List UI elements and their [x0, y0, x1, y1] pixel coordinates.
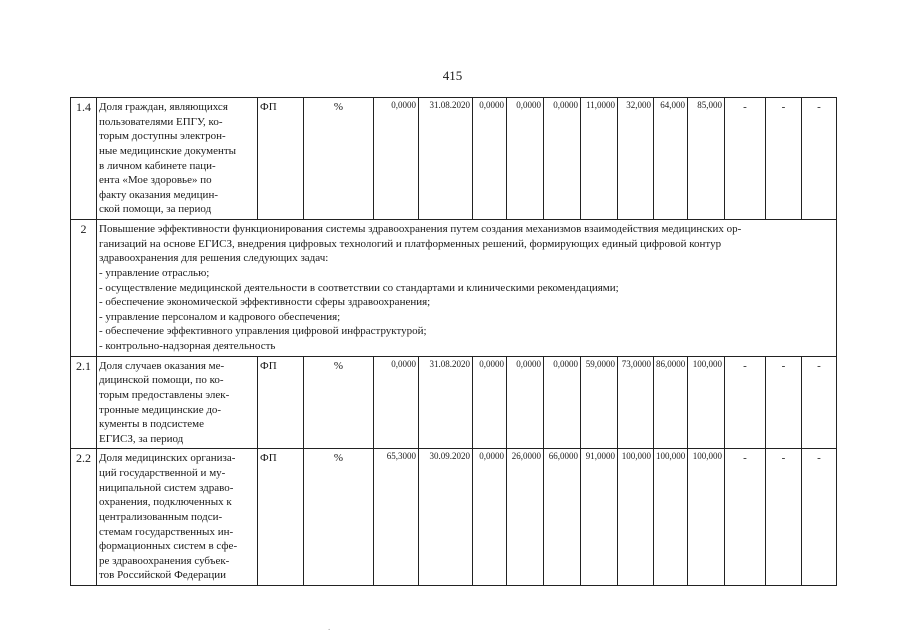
description-line: - обеспечение эффективного управления цифровой инфраструктурой;	[99, 325, 427, 338]
indicator-name-line: охранения, подключенных к	[99, 496, 232, 509]
empty-value-cell: -	[766, 356, 802, 449]
indicator-name	[97, 98, 258, 220]
indicator-name-line: Доля случаев оказания ме-	[99, 359, 225, 372]
value-cell: 0,0000	[544, 356, 581, 449]
value-cell: 64,000	[654, 98, 688, 220]
value-cell: 86,0000	[654, 356, 688, 449]
value-cell: 0,0000	[473, 449, 507, 586]
value-cell: 0,0000	[507, 356, 544, 449]
indicator-name-line: кументы в подсистеме	[99, 418, 205, 431]
indicator-name-line: формационных систем в сфе-	[99, 540, 238, 553]
indicator-source: ФП	[258, 449, 304, 586]
empty-value-cell: -	[766, 449, 802, 586]
value-cell: 100,000	[618, 449, 654, 586]
table-row	[71, 98, 837, 220]
indicator-name-line: торым предоставлены элек-	[99, 388, 230, 401]
empty-value-cell: -	[802, 449, 837, 586]
value-cell: 0,0000	[507, 98, 544, 220]
value-cell: 31.08.2020	[419, 98, 473, 220]
value-cell: 31.08.2020	[419, 356, 473, 449]
indicator-name	[97, 449, 258, 586]
description-line: Повышение эффективности функционирования системы здравоохранения путем создания механизмов взаимодействия медицинских ор-	[99, 223, 742, 235]
value-cell: 85,000	[688, 98, 725, 220]
row-number: 2.2	[71, 449, 97, 586]
table-row	[71, 220, 837, 357]
indicator-name	[97, 356, 258, 449]
indicator-name-line: тронные медицинские до-	[99, 403, 222, 416]
indicator-name-line: ЕГИСЗ, за период	[99, 432, 184, 445]
indicators-table	[70, 97, 837, 586]
empty-value-cell: -	[802, 98, 837, 220]
indicator-unit: %	[304, 356, 374, 449]
scan-artifact: .	[328, 622, 331, 632]
value-cell: 100,000	[688, 449, 725, 586]
indicator-name-line: стемам государственных ин-	[99, 525, 234, 538]
indicator-name-line: пользователями ЕПГУ, ко-	[99, 115, 223, 128]
value-cell: 0,0000	[544, 98, 581, 220]
indicator-name-line: Доля граждан, являющихся	[99, 101, 228, 113]
value-cell: 91,0000	[581, 449, 618, 586]
value-cell: 32,000	[618, 98, 654, 220]
indicator-name-line: Доля медицинских организа-	[99, 452, 236, 465]
indicator-name-line: ниципальной систем здраво-	[99, 481, 234, 494]
indicator-name-line: централизованным подси-	[99, 510, 223, 523]
indicator-name-line: ента «Мое здоровье» по	[99, 174, 212, 187]
value-cell: 11,0000	[581, 98, 618, 220]
row-number: 1.4	[71, 98, 97, 220]
value-cell: 0,0000	[374, 356, 419, 449]
value-cell: 59,0000	[581, 356, 618, 449]
value-cell: 66,0000	[544, 449, 581, 586]
indicator-name-line: ций государственной и му-	[99, 467, 226, 479]
empty-value-cell: -	[725, 98, 766, 220]
value-cell: 100,000	[654, 449, 688, 586]
table-row	[71, 356, 837, 449]
empty-value-cell: -	[766, 98, 802, 220]
indicator-name-line: тов Российской Федерации	[99, 569, 227, 582]
indicator-unit: %	[304, 449, 374, 586]
value-cell: 0,0000	[473, 356, 507, 449]
indicator-name-line: ре здравоохранения субъек-	[99, 554, 230, 567]
table-row	[71, 449, 837, 586]
indicator-source: ФП	[258, 98, 304, 220]
value-cell: 26,0000	[507, 449, 544, 586]
value-cell: 30.09.2020	[419, 449, 473, 586]
row-number: 2	[71, 220, 97, 357]
description-line: - управление персоналом и кадрового обеспечения;	[99, 310, 341, 323]
row-number: 2.1	[71, 356, 97, 449]
indicator-unit: %	[304, 98, 374, 220]
empty-value-cell: -	[725, 449, 766, 586]
indicator-name-line: дицинской помощи, по ко-	[99, 374, 224, 387]
value-cell: 65,3000	[374, 449, 419, 586]
description-line: - управление отраслью;	[99, 266, 210, 279]
value-cell: 100,000	[688, 356, 725, 449]
indicator-name-line: торым доступны электрон-	[99, 130, 226, 143]
description-line: - контрольно-надзорная деятельность	[99, 340, 276, 352]
empty-value-cell: -	[802, 356, 837, 449]
indicator-source: ФП	[258, 356, 304, 449]
description-line: ганизаций на основе ЕГИСЗ, внедрения цифровых технологий и платформенных решений, формирующих единый цифровой контур	[99, 237, 722, 250]
value-cell: 73,0000	[618, 356, 654, 449]
description-line: - обеспечение экономической эффективности сферы здравоохранения;	[99, 296, 431, 309]
goal-description	[97, 220, 837, 357]
indicator-name-line: ные медицинские документы	[99, 144, 237, 157]
value-cell: 0,0000	[374, 98, 419, 220]
indicator-name-line: факту оказания медицин-	[99, 188, 218, 201]
value-cell: 0,0000	[473, 98, 507, 220]
indicator-name-line: ской помощи, за период	[99, 203, 212, 216]
empty-value-cell: -	[725, 356, 766, 449]
description-line: здравоохранения для решения следующих задач:	[99, 252, 329, 265]
description-line: - осуществление медицинской деятельности в соответствии со стандартами и клиническими рекомендациями;	[99, 281, 619, 294]
page-number: 415	[442, 68, 463, 83]
indicator-name-line: в личном кабинете паци-	[99, 159, 216, 172]
